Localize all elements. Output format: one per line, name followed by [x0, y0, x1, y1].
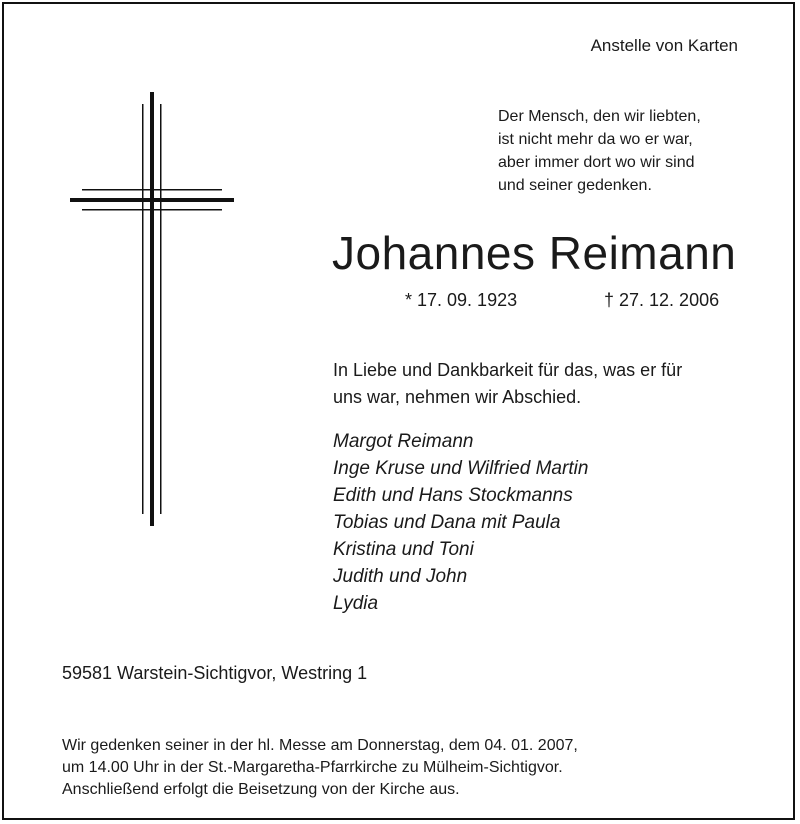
poem-line: aber immer dort wo wir sind	[498, 154, 695, 171]
deceased-name: Johannes Reimann	[332, 227, 737, 279]
service-info	[62, 735, 578, 801]
mourner: Margot Reimann	[333, 431, 474, 452]
service-line: Anschließend erfolgt die Beisetzung von der Kirche aus.	[62, 781, 460, 798]
birth-date: * 17. 09. 1923	[405, 290, 518, 310]
address: 59581 Warstein-Sichtigvor, Westring 1	[62, 663, 368, 683]
mourner: Judith und John	[333, 566, 468, 587]
mourner: Kristina und Toni	[333, 539, 474, 560]
farewell-line: In Liebe und Dankbarkeit für das, was er für	[333, 360, 683, 380]
mourners-list	[333, 428, 588, 617]
mourner: Lydia	[333, 593, 379, 614]
header-note: Anstelle von Karten	[590, 36, 738, 55]
mourner: Edith und Hans Stockmanns	[333, 485, 573, 506]
poem	[498, 105, 701, 197]
poem-line: und seiner gedenken.	[498, 177, 652, 194]
death-date: † 27. 12. 2006	[604, 290, 720, 310]
poem-line: Der Mensch, den wir liebten,	[498, 108, 701, 125]
mourner: Inge Kruse und Wilfried Martin	[333, 458, 589, 479]
cross-icon	[0, 0, 260, 540]
farewell-line: uns war, nehmen wir Abschied.	[333, 387, 582, 407]
farewell-text	[333, 357, 682, 411]
service-line: Wir gedenken seiner in der hl. Messe am Donnerstag, dem 04. 01. 2007,	[62, 737, 578, 754]
service-line: um 14.00 Uhr in der St.-Margaretha-Pfarrkirche zu Mülheim-Sichtigvor.	[62, 759, 563, 776]
mourner: Tobias und Dana mit Paula	[333, 512, 561, 533]
poem-line: ist nicht mehr da wo er war,	[498, 131, 693, 148]
